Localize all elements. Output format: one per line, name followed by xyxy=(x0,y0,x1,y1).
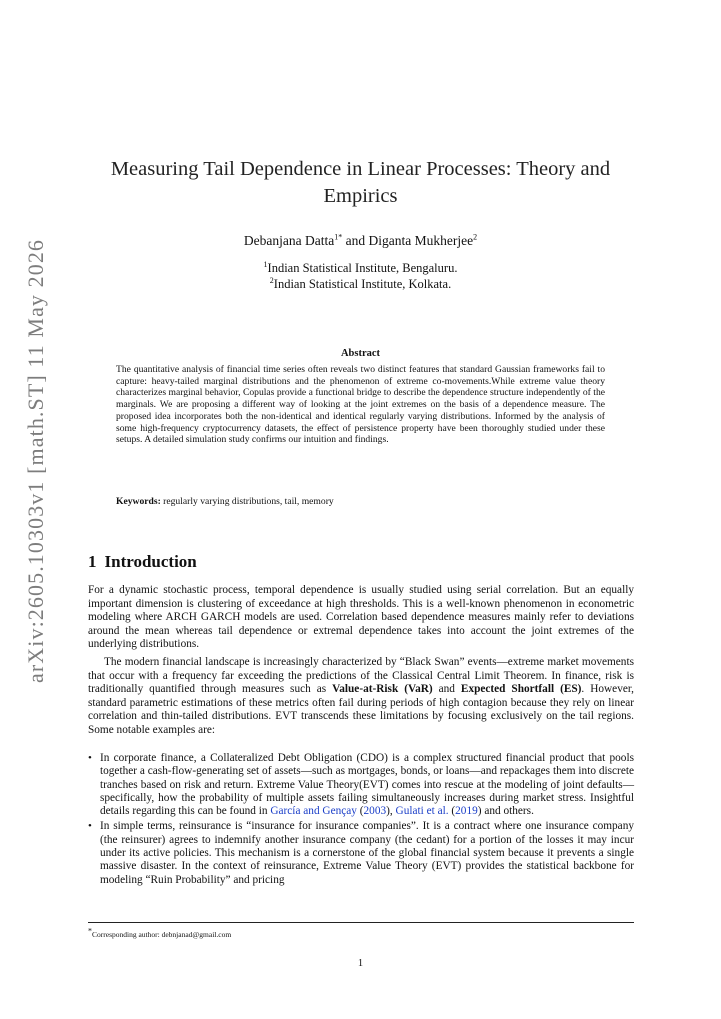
affiliation-mark: 1 xyxy=(263,259,268,269)
list-item-text: In corporate finance, a Collateralized Debt Obligation (CDO) is a complex structured financial product that pools together a cash-flow-generating set of assets—such as mortgages, bonds, or loans—and repackages them into discrete tranches based on risk and return. Extreme Value Theory(EVT) comes into rescue at the modeling of joint defaults—specifically, how the probability of multiple assets failing simultaneously increases during market stress. Insightful details regarding this can be found in xyxy=(100,752,634,818)
footnote-mark: * xyxy=(88,926,92,936)
citation-link[interactable]: Gulati et al. xyxy=(395,805,449,818)
bold-term: Value-at-Risk (VaR) xyxy=(332,683,433,696)
page-number: 1 xyxy=(357,958,364,969)
keywords-text: regularly varying distributions, tail, memory xyxy=(160,496,334,507)
citation-link[interactable]: García and Gençay xyxy=(270,805,357,818)
bullet-icon: • xyxy=(88,752,92,764)
list-item xyxy=(88,820,634,886)
keywords-label: Keywords: xyxy=(116,496,161,507)
paragraph-text: and xyxy=(432,683,461,696)
paragraph-text: The modern financial landscape is increasingly characterized by “Black Swan” events—extreme market movements that occur with a frequency far exceeding the predictions of the Classical Central Limit Theorem. In finance, risk is traditionally quantified through measures such as xyxy=(88,656,634,696)
author-conjunction: and xyxy=(342,233,369,248)
author-affiliation-mark: 1* xyxy=(334,232,343,242)
paper-title: Measuring Tail Dependence in Linear Processes: Theory and Empirics xyxy=(110,158,611,207)
abstract-heading: Abstract xyxy=(340,348,381,359)
bold-term: Expected Shortfall (ES) xyxy=(460,683,582,696)
body-paragraph xyxy=(88,656,634,738)
bullet-list xyxy=(88,752,634,889)
arxiv-identifier[interactable]: arXiv:2605.10303v1 [math.ST] 11 May 2026 xyxy=(23,238,48,683)
affiliation-line xyxy=(88,260,633,276)
abstract-text: The quantitative analysis of financial time series often reveals two distinct features that standard Gaussian frameworks fail to capture: heavy-tailed marginal distributions and the phenomenon of extreme co-movements.While extreme value theory characterizes marginal behavior, Copulas provide a functional bridge to describe the dependence structure independently of the marginals. We are proposing a different way of looking at the joint extremes on the basis of a dependence measure. The proposed idea incorporates both the non-identical and identical regularly varying distributions. Informed by the analysis of some high-frequency cryptocurrency datasets, the effect of persistence property have been thoroughly studied under these setups. A detailed simulation study confirms our intuition and findings. xyxy=(116,364,605,446)
footnote-divider xyxy=(88,922,634,923)
citation-year-link[interactable]: 2019 xyxy=(455,805,478,818)
author-line xyxy=(88,233,633,249)
author-affiliation-mark: 2 xyxy=(473,232,478,242)
list-item-text: and others. xyxy=(481,805,534,818)
section-title: Introduction xyxy=(104,552,197,571)
footnote xyxy=(88,926,232,939)
list-item: • In corporate finance, a Collateralized Debt Obligation (CDO) is a complex structured financial product that pools together a cash-flow-generating set of assets—such as mortgages, bonds, or loans—and repackages them into discrete tranches based on risk and return. Extreme Value Theory(EVT) comes into rescue at the modeling of joint defaults—specifically, how the probability of multiple assets failing simultaneously increases during market stress. Insightful details regarding this can be found in García and Gençay (2003), Gulati et al. (2019) and others. xyxy=(88,752,634,818)
footnote-text: Corresponding author: debnjanad@gmail.com xyxy=(92,930,232,939)
affiliation-text: Indian Statistical Institute, Bengaluru. xyxy=(267,261,458,275)
list-item-text: In simple terms, reinsurance is “insurance for insurance companies”. It is a contract where one insurance company (the reinsurer) agrees to indemnify another insurance company (the cedant) for a portion of the losses it may incur under its active policies. This mechanism is a cornerstone of the global financial system because it prevents a single massive disaster. In the context of reinsurance, Extreme Value Theory (EVT) provides the statistical backbone for modeling “Ruin Probability” and pricing xyxy=(100,820,634,886)
keywords-line xyxy=(116,496,605,507)
section-number: 1 xyxy=(88,552,97,571)
affiliations xyxy=(88,260,633,292)
paragraph-text: . However, standard parametric estimations of these metrics often fail during periods of high contagion because they rely on linear correlation and thin-tailed distributions. EVT transcends these limitations by focusing exclusively on the tail regions. Some notable examples are: xyxy=(88,683,634,736)
body-paragraph: For a dynamic stochastic process, temporal dependence is usually studied using serial correlation. But an equally important dimension is clustering of exceedance at high thresholds. This is a well-known phenomenon in econometric modeling where ARCH GARCH models are used. Correlation based dependence measures mainly refer to deviations around the mean whereas tail dependence or extremal dependence takes into account the joint extremes of the underlying distributions. xyxy=(88,584,634,651)
affiliation-mark: 2 xyxy=(269,275,274,285)
section-heading xyxy=(88,552,205,572)
citation-year-link[interactable]: 2003 xyxy=(363,805,387,818)
author-name: Diganta Mukherjee xyxy=(368,233,474,248)
affiliation-text: Indian Statistical Institute, Kolkata. xyxy=(273,277,452,291)
bullet-icon: • xyxy=(88,820,92,833)
author-name: Debanjana Datta xyxy=(243,233,335,248)
affiliation-line xyxy=(88,276,633,292)
